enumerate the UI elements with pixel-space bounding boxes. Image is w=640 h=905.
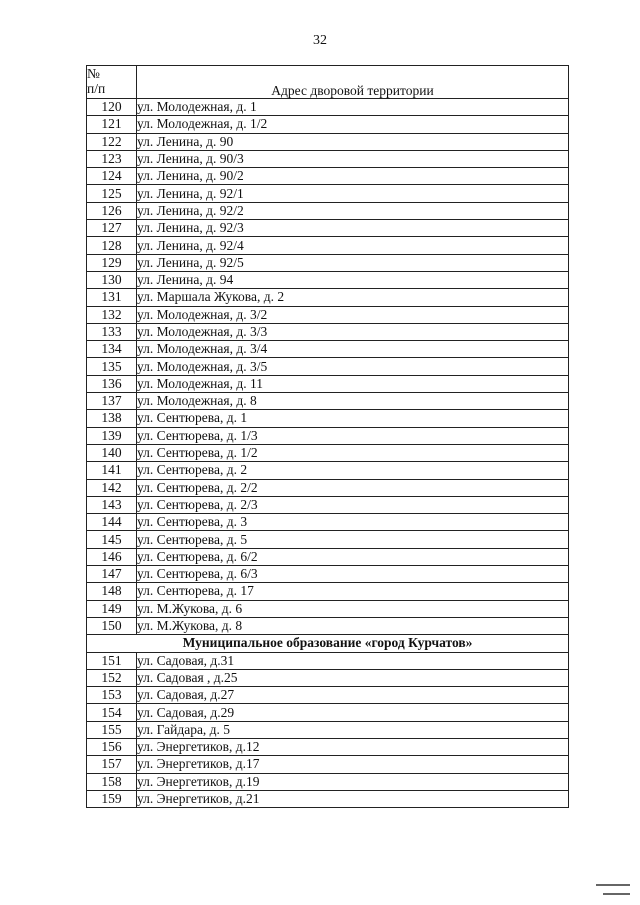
row-number: 142 <box>87 479 137 496</box>
header-address-cell: Адрес дворовой территории <box>137 66 569 99</box>
row-address: ул. Садовая, д.27 <box>137 687 569 704</box>
row-address: ул. Молодежная, д. 3/4 <box>137 341 569 358</box>
row-number: 135 <box>87 358 137 375</box>
row-number: 145 <box>87 531 137 548</box>
table-row <box>87 323 569 340</box>
table-row <box>87 444 569 461</box>
row-address: ул. Садовая , д.25 <box>137 669 569 686</box>
row-number: 123 <box>87 150 137 167</box>
table-row <box>87 237 569 254</box>
scan-edge-mark <box>596 884 630 886</box>
page-number: 32 <box>313 33 327 48</box>
table-row <box>87 514 569 531</box>
table-row <box>87 254 569 271</box>
table-row <box>87 202 569 219</box>
row-number: 150 <box>87 617 137 634</box>
row-address: ул. Ленина, д. 90/2 <box>137 168 569 185</box>
row-number: 131 <box>87 289 137 306</box>
table-row <box>87 150 569 167</box>
row-number: 155 <box>87 721 137 738</box>
row-address: ул. Молодежная, д. 1 <box>137 99 569 116</box>
table-row <box>87 566 569 583</box>
row-number: 156 <box>87 738 137 755</box>
table-row <box>87 99 569 116</box>
row-address: ул. Энергетиков, д.21 <box>137 790 569 807</box>
table-row <box>87 427 569 444</box>
row-address: ул. Ленина, д. 92/1 <box>137 185 569 202</box>
row-address: ул. Сентюрева, д. 2/3 <box>137 496 569 513</box>
table-row <box>87 306 569 323</box>
row-address: ул. М.Жукова, д. 6 <box>137 600 569 617</box>
header-number-abbr: п/п <box>87 81 106 96</box>
row-number: 120 <box>87 99 137 116</box>
row-number: 152 <box>87 669 137 686</box>
row-number: 140 <box>87 444 137 461</box>
section-title: Муниципальное образование «город Курчатов» <box>87 635 569 652</box>
row-number: 149 <box>87 600 137 617</box>
table-row <box>87 583 569 600</box>
table-row <box>87 704 569 721</box>
row-address: ул. Ленина, д. 94 <box>137 271 569 288</box>
table-row <box>87 652 569 669</box>
row-address: ул. Маршала Жукова, д. 2 <box>137 289 569 306</box>
table-row <box>87 358 569 375</box>
row-address: ул. Молодежная, д. 3/3 <box>137 323 569 340</box>
row-address: ул. Сентюрева, д. 17 <box>137 583 569 600</box>
table-row <box>87 738 569 755</box>
table-row <box>87 548 569 565</box>
row-number: 158 <box>87 773 137 790</box>
table-row <box>87 669 569 686</box>
row-number: 154 <box>87 704 137 721</box>
table-row <box>87 531 569 548</box>
header-number-cell <box>87 66 137 99</box>
row-number: 159 <box>87 790 137 807</box>
row-address: ул. Энергетиков, д.17 <box>137 756 569 773</box>
table-row <box>87 185 569 202</box>
row-address: ул. Энергетиков, д.19 <box>137 773 569 790</box>
table-row <box>87 756 569 773</box>
row-number: 124 <box>87 168 137 185</box>
table-header-row <box>87 66 569 99</box>
row-number: 128 <box>87 237 137 254</box>
row-address: ул. Энергетиков, д.12 <box>137 738 569 755</box>
row-address: ул. Молодежная, д. 3/2 <box>137 306 569 323</box>
row-address: ул. Ленина, д. 92/3 <box>137 220 569 237</box>
table-row <box>87 790 569 807</box>
scan-edge-mark <box>603 893 630 895</box>
row-number: 133 <box>87 323 137 340</box>
row-number: 144 <box>87 514 137 531</box>
row-number: 122 <box>87 133 137 150</box>
row-address: ул. Ленина, д. 90/3 <box>137 150 569 167</box>
row-address: ул. Сентюрева, д. 3 <box>137 514 569 531</box>
row-number: 139 <box>87 427 137 444</box>
row-address: ул. М.Жукова, д. 8 <box>137 617 569 634</box>
table-row <box>87 271 569 288</box>
table-row <box>87 410 569 427</box>
table-row <box>87 133 569 150</box>
table-row <box>87 289 569 306</box>
row-address: ул. Садовая, д.31 <box>137 652 569 669</box>
row-number: 151 <box>87 652 137 669</box>
row-address: ул. Сентюрева, д. 2/2 <box>137 479 569 496</box>
row-number: 132 <box>87 306 137 323</box>
row-address: ул. Сентюрева, д. 1 <box>137 410 569 427</box>
row-number: 136 <box>87 375 137 392</box>
table-row <box>87 168 569 185</box>
row-number: 137 <box>87 393 137 410</box>
row-number: 134 <box>87 341 137 358</box>
row-number: 138 <box>87 410 137 427</box>
table-row <box>87 773 569 790</box>
row-address: ул. Сентюрева, д. 6/2 <box>137 548 569 565</box>
row-address: ул. Молодежная, д. 8 <box>137 393 569 410</box>
row-number: 127 <box>87 220 137 237</box>
table-row <box>87 479 569 496</box>
row-address: ул. Молодежная, д. 3/5 <box>137 358 569 375</box>
row-address: ул. Ленина, д. 90 <box>137 133 569 150</box>
row-number: 148 <box>87 583 137 600</box>
table-row <box>87 375 569 392</box>
table-row <box>87 393 569 410</box>
address-table <box>86 65 569 808</box>
header-number-symbol: № <box>87 66 100 81</box>
table-row <box>87 600 569 617</box>
section-row <box>87 635 569 652</box>
row-address: ул. Ленина, д. 92/5 <box>137 254 569 271</box>
row-address: ул. Ленина, д. 92/2 <box>137 202 569 219</box>
row-number: 121 <box>87 116 137 133</box>
row-number: 147 <box>87 566 137 583</box>
row-number: 125 <box>87 185 137 202</box>
row-address: ул. Сентюрева, д. 2 <box>137 462 569 479</box>
table-row <box>87 220 569 237</box>
row-number: 157 <box>87 756 137 773</box>
row-number: 130 <box>87 271 137 288</box>
row-address: ул. Молодежная, д. 1/2 <box>137 116 569 133</box>
row-address: ул. Гайдара, д. 5 <box>137 721 569 738</box>
table-row <box>87 721 569 738</box>
table-row <box>87 617 569 634</box>
table-row <box>87 462 569 479</box>
table-row <box>87 341 569 358</box>
table-row <box>87 687 569 704</box>
row-number: 141 <box>87 462 137 479</box>
row-address: ул. Сентюрева, д. 6/3 <box>137 566 569 583</box>
table-row <box>87 496 569 513</box>
row-number: 126 <box>87 202 137 219</box>
table-row <box>87 116 569 133</box>
row-address: ул. Сентюрева, д. 1/2 <box>137 444 569 461</box>
row-number: 153 <box>87 687 137 704</box>
row-number: 143 <box>87 496 137 513</box>
row-address: ул. Садовая, д.29 <box>137 704 569 721</box>
row-address: ул. Сентюрева, д. 5 <box>137 531 569 548</box>
row-number: 129 <box>87 254 137 271</box>
row-address: ул. Ленина, д. 92/4 <box>137 237 569 254</box>
row-number: 146 <box>87 548 137 565</box>
row-address: ул. Сентюрева, д. 1/3 <box>137 427 569 444</box>
row-address: ул. Молодежная, д. 11 <box>137 375 569 392</box>
